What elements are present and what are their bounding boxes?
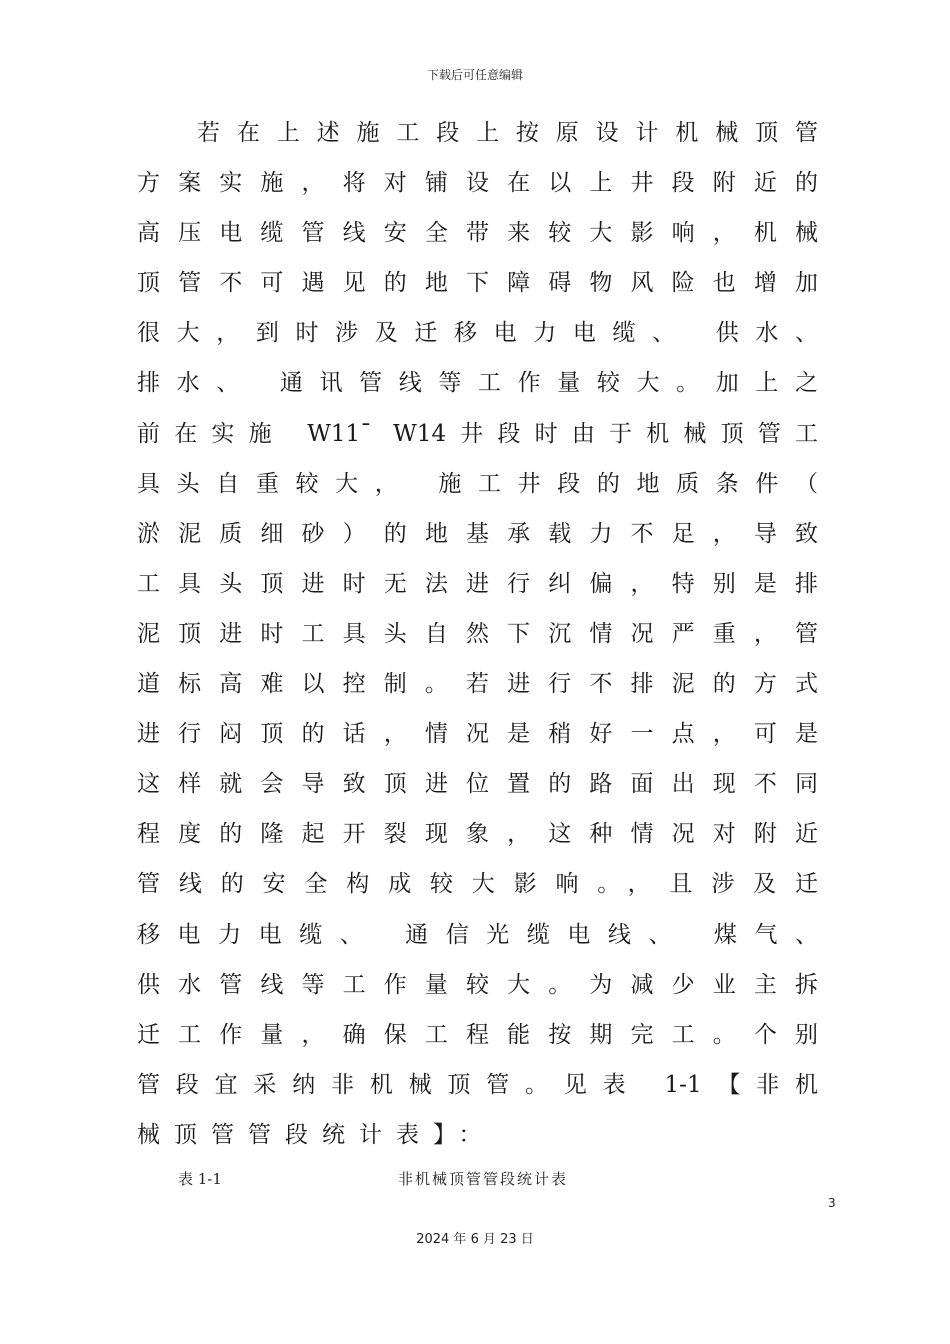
paragraph-line: 迁工作量，确保工程能按期完工。个别 <box>137 1021 818 1048</box>
table-caption-label: 表 1-1 <box>178 1170 222 1188</box>
table-caption <box>0 1168 950 1190</box>
page-number: 3 <box>828 1196 836 1210</box>
paragraph-line: 供水管线等工作量较大。为减少业主拆 <box>137 971 818 998</box>
paragraph-line: 程度的隆起开裂现象，这种情况对附近 <box>137 821 818 848</box>
paragraph-line: 很大，到时涉及迁移电力电缆、 供水、 <box>137 320 818 347</box>
table-caption-title: 非机械顶管管段统计表 <box>398 1170 569 1188</box>
paragraph-line: 这样就会导致顶进位置的路面出现不同 <box>137 771 818 798</box>
paragraph-line: 移电力电缆、 通信光缆电线、 煤气、 <box>137 921 818 948</box>
footer-date: 2024 年 6 月 23 日 <box>416 1232 534 1247</box>
paragraph-line: 泥顶进时工具头自然下沉情况严重，管 <box>137 620 818 647</box>
paragraph-line: 方案实施，将对铺设在以上井段附近的 <box>137 170 818 197</box>
paragraph-line: 械顶管管段统计表】： <box>137 1121 496 1148</box>
body-paragraph <box>137 108 818 1160</box>
paragraph-line: 管线的安全构成较大影响。，且涉及迁 <box>137 871 818 898</box>
paragraph-line: 道标高难以控制。若进行不排泥的方式 <box>137 671 818 698</box>
paragraph-line: 淤泥质细砂）的地基承载力不足，导致 <box>137 520 818 547</box>
paragraph-line: 工具头顶进时无法进行纠偏，特别是排 <box>137 570 818 597</box>
paragraph-line: 进行闷顶的话，情况是稍好一点，可是 <box>137 721 818 748</box>
header-note: 下载后可任意编辑 <box>426 68 523 82</box>
paragraph-line: 若在上述施工段上按原设计机械顶管 <box>197 120 818 146</box>
paragraph-line: 顶管不可遇见的地下障碍物风险也增加 <box>137 270 818 297</box>
paragraph-line: 高压电缆管线安全带来较大影响，机械 <box>137 220 818 247</box>
paragraph-line: 具头自重较大， 施工井段的地质条件（ <box>137 470 818 497</box>
paragraph-line: 管段宜采纳非机械顶管。见表 1-1【非机 <box>137 1071 818 1098</box>
paragraph-line: 前在实施 W11¯ W14井段时由于机械顶管工 <box>137 420 818 447</box>
paragraph-line: 排水、 通讯管线等工作量较大。加上之 <box>137 370 818 397</box>
